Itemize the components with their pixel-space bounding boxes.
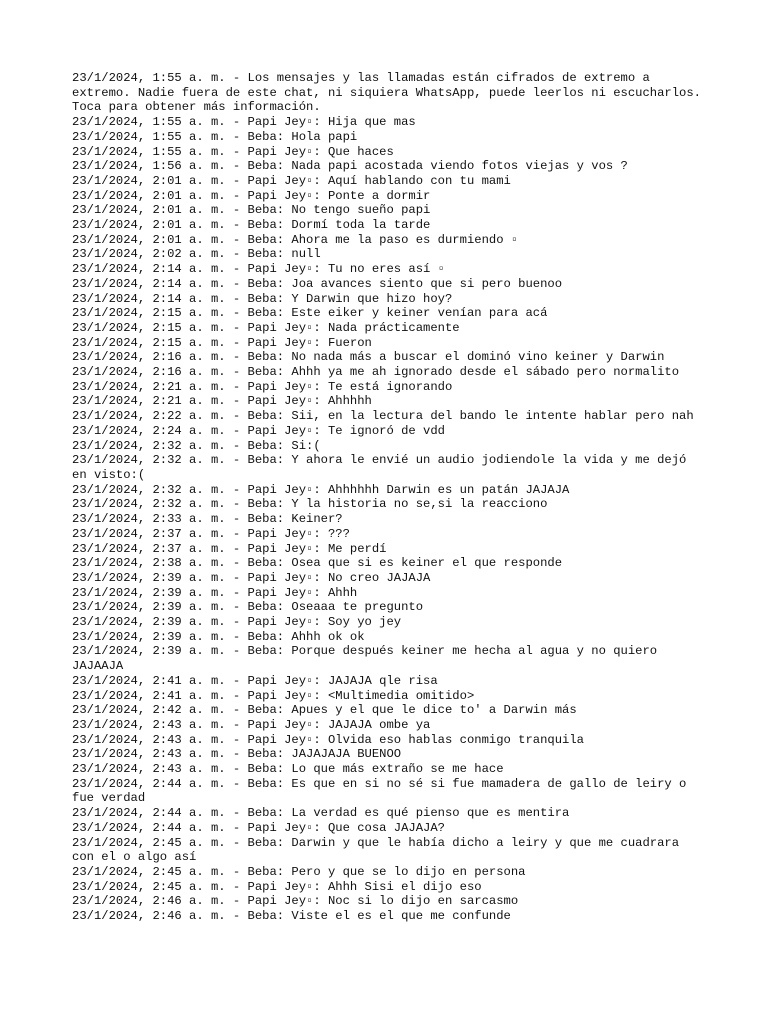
chat-message-line: 23/1/2024, 2:01 a. m. - Beba: Ahora me la paso es durmiendo ▫ xyxy=(72,232,519,247)
chat-message-line: 23/1/2024, 1:55 a. m. - Beba: Hola papi xyxy=(72,129,358,144)
chat-message-line: 23/1/2024, 2:43 a. m. - Beba: JAJAJAJA BUENOO xyxy=(72,747,402,762)
chat-message-line: 23/1/2024, 2:38 a. m. - Beba: Osea que si es keiner el que responde xyxy=(72,556,563,571)
chat-message-line: 23/1/2024, 2:45 a. m. - Beba: Pero y que se lo dijo en persona xyxy=(72,864,526,879)
chat-message-line: 23/1/2024, 2:41 a. m. - Papi Jey▫: <Multimedia omitido> xyxy=(72,688,475,703)
chat-message-line: 23/1/2024, 2:21 a. m. - Papi Jey▫: Te está ignorando xyxy=(72,379,453,394)
chat-message-line: 23/1/2024, 2:43 a. m. - Papi Jey▫: Olvida eso hablas conmigo tranquila xyxy=(72,732,584,747)
chat-transcript xyxy=(72,71,709,924)
chat-message-line: 23/1/2024, 2:14 a. m. - Papi Jey▫: Tu no eres así ▫ xyxy=(72,262,445,277)
chat-message-line: 23/1/2024, 2:22 a. m. - Beba: Sii, en la lectura del bando le intente hablar pero nah xyxy=(72,409,694,424)
chat-message-line: 23/1/2024, 2:44 a. m. - Papi Jey▫: Que cosa JAJAJA? xyxy=(72,820,445,835)
chat-message-line: 23/1/2024, 2:01 a. m. - Papi Jey▫: Ponte a dormir xyxy=(72,188,431,203)
chat-message-line: 23/1/2024, 2:01 a. m. - Beba: Dormí toda la tarde xyxy=(72,218,431,233)
chat-message-line: 23/1/2024, 1:55 a. m. - Papi Jey▫: Hija que mas xyxy=(72,115,416,130)
chat-message-line: 23/1/2024, 2:45 a. m. - Beba: Darwin y que le había dicho a leiry y que me cuadrara con el o algo así xyxy=(72,835,687,865)
chat-message-line: 23/1/2024, 2:16 a. m. - Beba: No nada más a buscar el dominó vino keiner y Darwin xyxy=(72,350,665,365)
chat-message-line: 23/1/2024, 2:16 a. m. - Beba: Ahhh ya me ah ignorado desde el sábado pero normalito xyxy=(72,365,680,380)
chat-message-line: 23/1/2024, 1:56 a. m. - Beba: Nada papi acostada viendo fotos viejas y vos ? xyxy=(72,159,628,174)
chat-message-line: 23/1/2024, 2:37 a. m. - Papi Jey▫: Me perdí xyxy=(72,541,387,556)
chat-message-line: 23/1/2024, 2:43 a. m. - Beba: Lo que más extraño se me hace xyxy=(72,762,504,777)
chat-message-line: 23/1/2024, 2:32 a. m. - Beba: Si:( xyxy=(72,438,321,453)
chat-message-line: 23/1/2024, 2:39 a. m. - Papi Jey▫: Ahhh xyxy=(72,585,358,600)
chat-message-line: 23/1/2024, 2:39 a. m. - Papi Jey▫: Soy yo jey xyxy=(72,615,402,630)
chat-message-line: 23/1/2024, 2:33 a. m. - Beba: Keiner? xyxy=(72,512,343,527)
chat-message-line: 23/1/2024, 2:41 a. m. - Papi Jey▫: JAJAJA qle risa xyxy=(72,673,438,688)
chat-message-line: 23/1/2024, 2:43 a. m. - Papi Jey▫: JAJAJA ombe ya xyxy=(72,717,431,732)
chat-message-line: 23/1/2024, 2:15 a. m. - Papi Jey▫: Fueron xyxy=(72,335,372,350)
chat-message-line: 23/1/2024, 1:55 a. m. - Papi Jey▫: Que haces xyxy=(72,144,394,159)
chat-message-line: 23/1/2024, 2:32 a. m. - Beba: Y ahora le envié un audio jodiendole la vida y me dejó en visto:( xyxy=(72,453,694,482)
chat-message-line: 23/1/2024, 2:39 a. m. - Beba: Porque después keiner me hecha al agua y no quiero JAJAAJA xyxy=(72,644,665,674)
chat-message-line: 23/1/2024, 2:24 a. m. - Papi Jey▫: Te ignoró de vdd xyxy=(72,423,445,438)
chat-message-line: 23/1/2024, 2:32 a. m. - Beba: Y la historia no se,si la reacciono xyxy=(72,497,548,512)
chat-message-line: 23/1/2024, 2:39 a. m. - Beba: Oseaaa te pregunto xyxy=(72,600,424,615)
chat-message-line: 23/1/2024, 2:44 a. m. - Beba: La verdad es qué pienso que es mentira xyxy=(72,806,570,821)
chat-message-line: 23/1/2024, 2:46 a. m. - Papi Jey▫: Noc si lo dijo en sarcasmo xyxy=(72,894,519,909)
chat-message-line: 23/1/2024, 2:01 a. m. - Papi Jey▫: Aquí hablando con tu mami xyxy=(72,173,511,188)
chat-message-line: 23/1/2024, 2:02 a. m. - Beba: null xyxy=(72,247,321,262)
chat-message-line: 23/1/2024, 2:46 a. m. - Beba: Viste el es el que me confunde xyxy=(72,909,511,924)
chat-message-line: 23/1/2024, 2:44 a. m. - Beba: Es que en si no sé si fue mamadera de gallo de leiry o fue verdad xyxy=(72,776,694,806)
chat-message-line: 23/1/2024, 2:21 a. m. - Papi Jey▫: Ahhhhh xyxy=(72,394,372,409)
chat-message-line: 23/1/2024, 2:32 a. m. - Papi Jey▫: Ahhhhhh Darwin es un patán JAJAJA xyxy=(72,482,570,497)
encryption-notice: 23/1/2024, 1:55 a. m. - Los mensajes y las llamadas están cifrados de extremo a extremo. Nadie fuera de este chat, ni siquiera WhatsApp, puede leerlos ni escucharlos. Toca para obtener más información. xyxy=(72,71,709,115)
chat-message-line: 23/1/2024, 2:14 a. m. - Beba: Y Darwin que hizo hoy? xyxy=(72,291,453,306)
chat-message-line: 23/1/2024, 2:39 a. m. - Papi Jey▫: No creo JAJAJA xyxy=(72,570,431,585)
chat-message-line: 23/1/2024, 2:37 a. m. - Papi Jey▫: ??? xyxy=(72,526,350,541)
chat-message-line: 23/1/2024, 2:14 a. m. - Beba: Joa avances siento que si pero buenoo xyxy=(72,276,563,291)
chat-message-line: 23/1/2024, 2:01 a. m. - Beba: No tengo sueño papi xyxy=(72,203,431,218)
chat-message-line: 23/1/2024, 2:15 a. m. - Beba: Este eiker y keiner venían para acá xyxy=(72,306,548,321)
chat-message-line: 23/1/2024, 2:42 a. m. - Beba: Apues y el que le dice to' a Darwin más xyxy=(72,703,577,718)
chat-message-line: 23/1/2024, 2:45 a. m. - Papi Jey▫: Ahhh Sisi el dijo eso xyxy=(72,879,482,894)
chat-message-line: 23/1/2024, 2:39 a. m. - Beba: Ahhh ok ok xyxy=(72,629,365,644)
chat-message-line: 23/1/2024, 2:15 a. m. - Papi Jey▫: Nada prácticamente xyxy=(72,320,460,335)
